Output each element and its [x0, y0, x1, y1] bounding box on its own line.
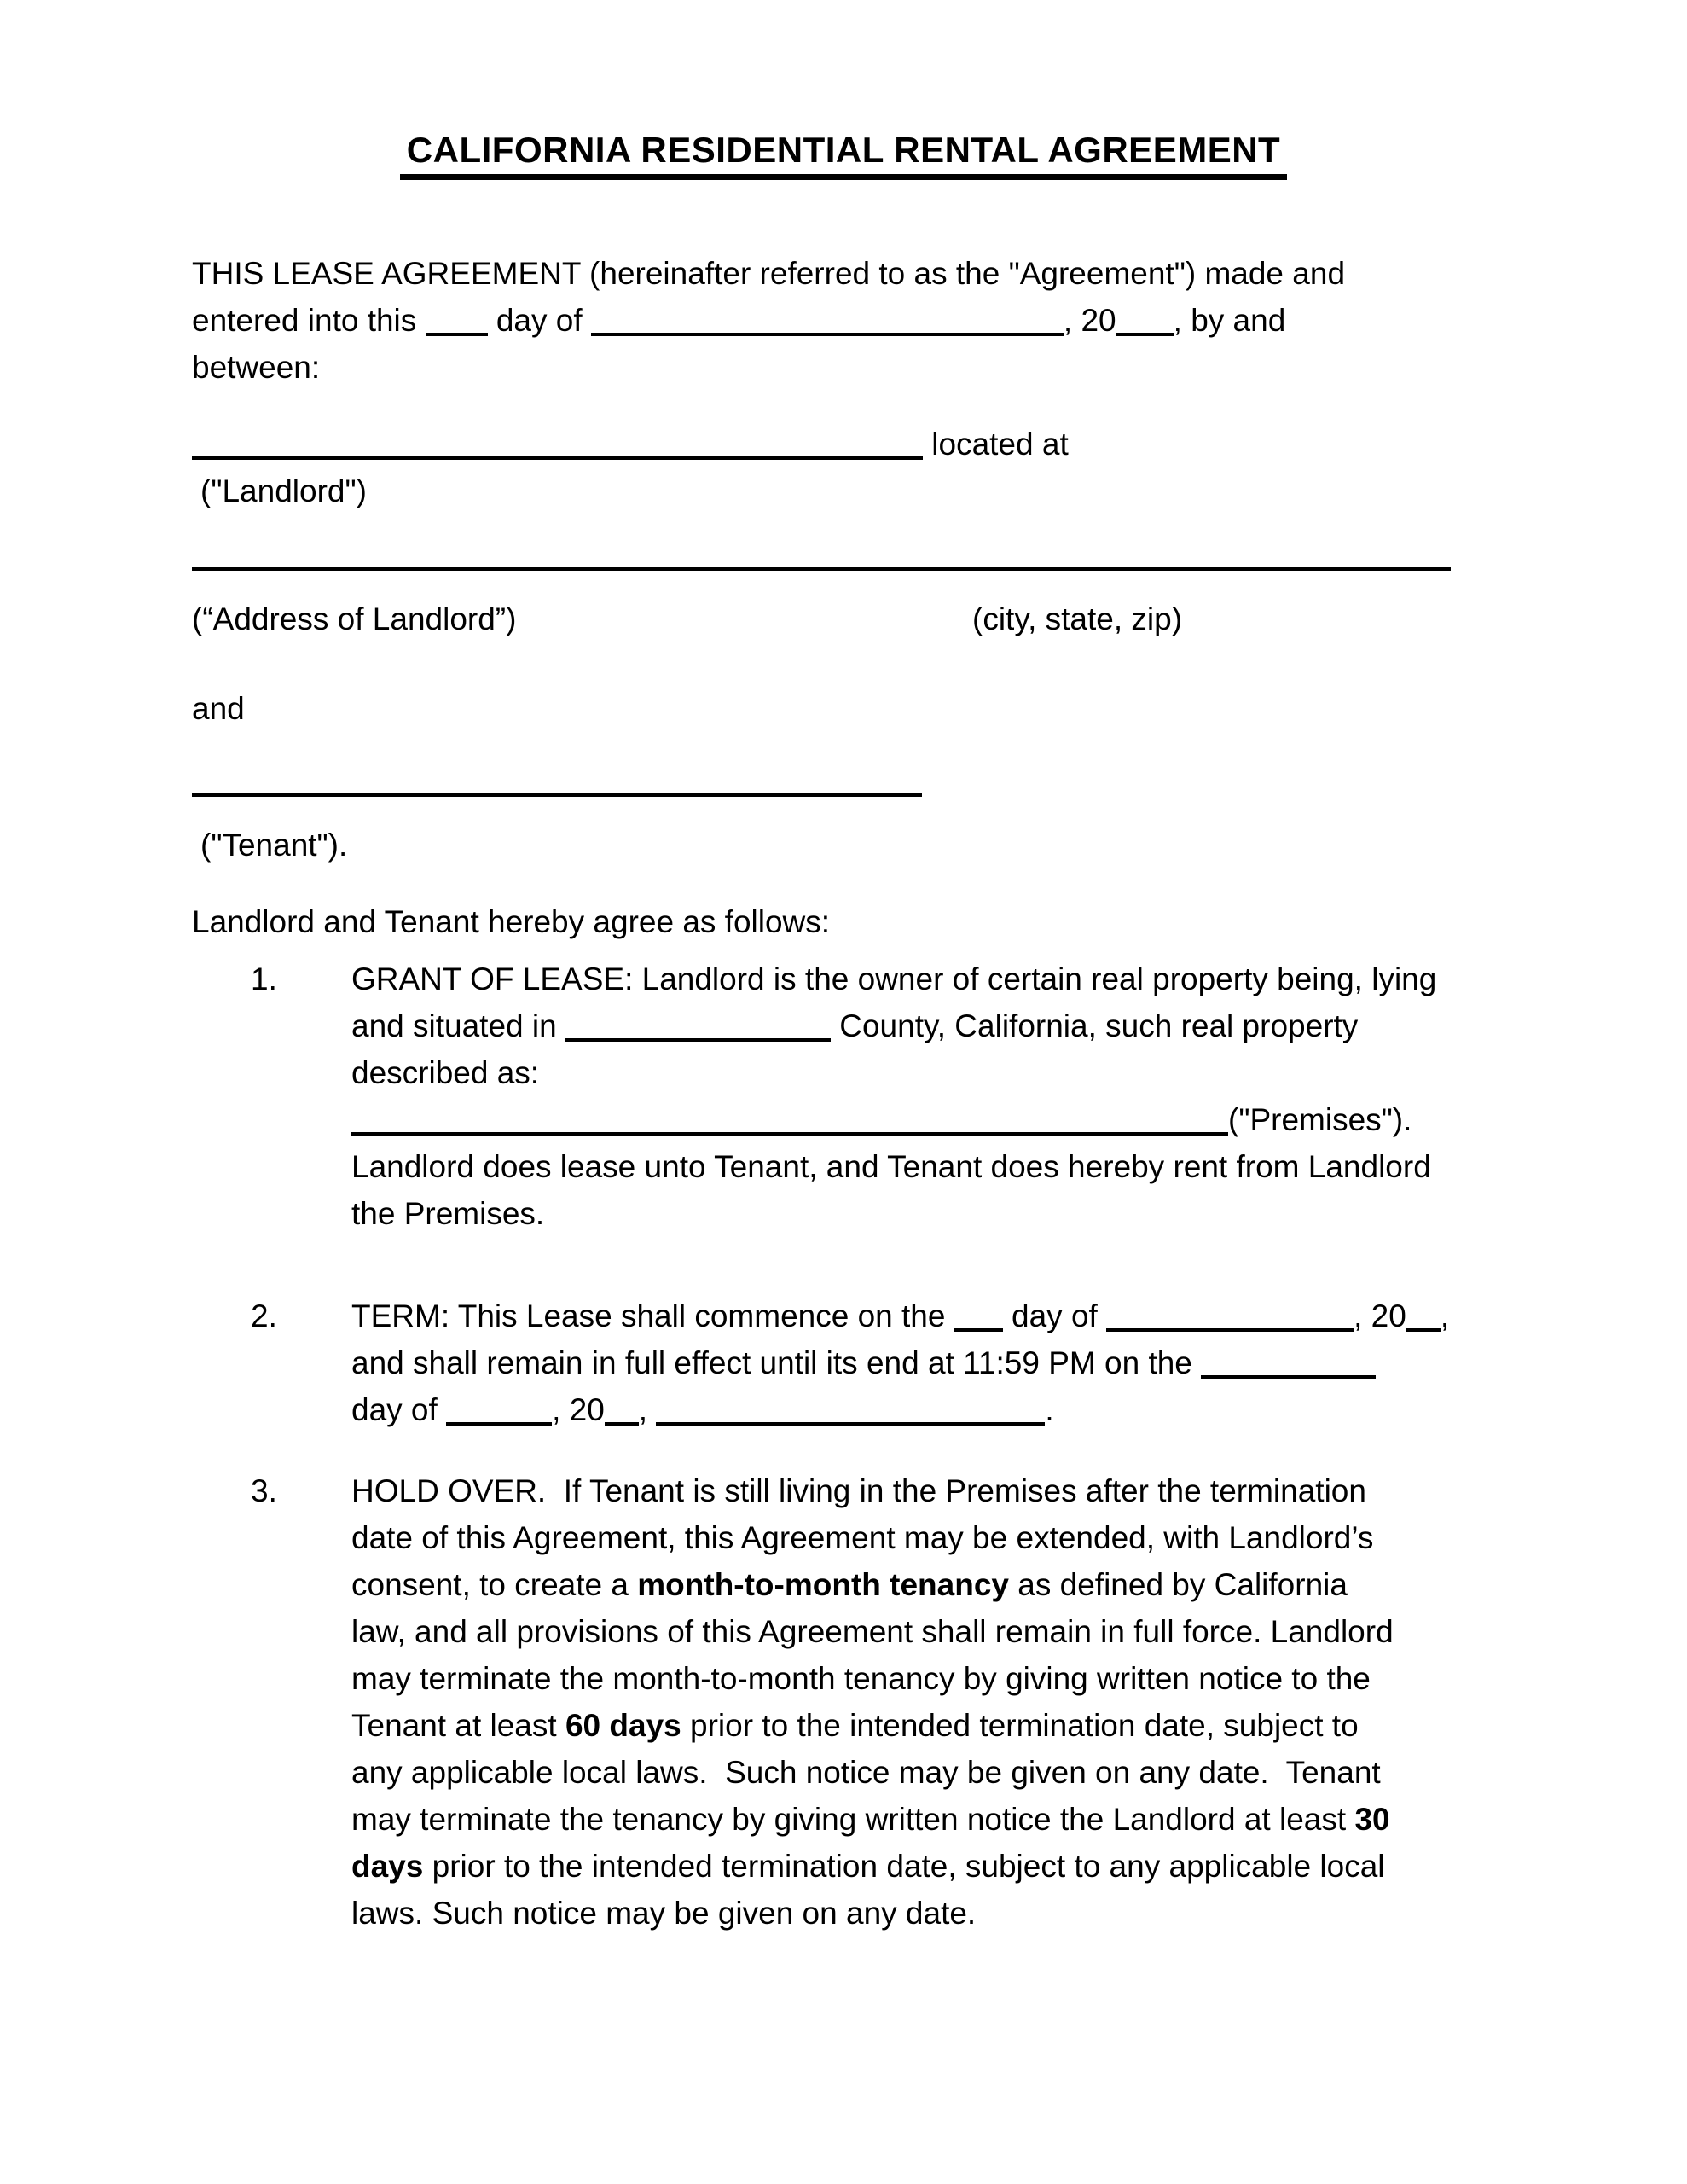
- fill-in-blank: [192, 790, 922, 797]
- fill-in-blank: [605, 1419, 639, 1426]
- landlord-name-line: [192, 421, 1495, 468]
- fill-in-blank: [192, 453, 923, 460]
- text-line: [351, 956, 1436, 1002]
- fill-in-blank: [351, 1129, 1228, 1136]
- text-run: .: [1045, 1392, 1054, 1427]
- text-line: [351, 1796, 1394, 1843]
- text-line: [351, 1002, 1436, 1049]
- text-line: [351, 1386, 1449, 1433]
- fill-in-blank: [1406, 1325, 1441, 1332]
- text-line: [351, 1339, 1449, 1386]
- landlord-label: ("Landlord"): [200, 473, 367, 508]
- text-run: , 20: [1354, 1298, 1406, 1333]
- text-line: [351, 1292, 1449, 1339]
- document-title: CALIFORNIA RESIDENTIAL RENTAL AGREEMENT: [400, 130, 1287, 180]
- clause-number: 3.: [251, 1473, 277, 1508]
- text-run: day of: [351, 1392, 447, 1427]
- tenant-name-rule: [192, 758, 1495, 804]
- text-run: as defined by California: [1009, 1567, 1348, 1602]
- fill-in-blank: [1116, 329, 1174, 336]
- connector-and: and: [192, 691, 245, 726]
- text-line: [351, 1143, 1436, 1190]
- text-run: , 20: [552, 1392, 605, 1427]
- text-run: may terminate the tenancy by giving written notice the Landlord at least: [351, 1802, 1355, 1837]
- bold-text-run: month-to-month tenancy: [637, 1567, 1009, 1602]
- text-run: any applicable local laws. Such notice may be given on any date. Tenant: [351, 1755, 1381, 1790]
- text-run: located at: [923, 427, 1069, 462]
- fill-in-blank: [565, 1035, 831, 1042]
- text-line: [351, 1190, 1436, 1237]
- text-line: [351, 1890, 1394, 1937]
- text-line: [192, 250, 1495, 297]
- text-run: and shall remain in full effect until its end at 11:59 PM on the: [351, 1345, 1202, 1380]
- clause-text: [351, 1467, 1394, 1937]
- fill-in-blank: [954, 1325, 1003, 1332]
- address-of-landlord-label: (“Address of Landlord”): [192, 601, 517, 636]
- text-run: day of: [487, 303, 591, 338]
- city-state-zip-label: (city, state, zip): [972, 601, 1183, 636]
- intro-paragraph: [192, 250, 1495, 391]
- text-run: TERM: This Lease shall commence on the: [351, 1298, 954, 1333]
- text-line: [351, 1514, 1394, 1561]
- text-run: prior to the intended termination date, subject to any applicable local: [423, 1849, 1385, 1884]
- text-run: and situated in: [351, 1008, 565, 1043]
- text-run: ,: [1440, 1298, 1450, 1333]
- text-line: [192, 531, 1495, 578]
- fill-in-blank: [446, 1419, 552, 1426]
- text-run: prior to the intended termination date, subject to: [681, 1708, 1359, 1743]
- text-line: [351, 1049, 1436, 1096]
- text-run: may terminate the month-to-month tenancy by giving written notice to the: [351, 1661, 1371, 1696]
- fill-in-blank: [656, 1419, 1045, 1426]
- text-line: [351, 1655, 1394, 1702]
- bold-text-run: days: [351, 1849, 424, 1884]
- landlord-address-rule: [192, 531, 1495, 578]
- text-run: Tenant at least: [351, 1708, 565, 1743]
- text-run: ("Premises").: [1228, 1102, 1412, 1137]
- text-run: THIS LEASE AGREEMENT (hereinafter referred to as the "Agreement") made and: [192, 256, 1346, 291]
- text-line: [192, 758, 1495, 804]
- text-run: entered into this: [192, 303, 426, 338]
- address-labels-row: [192, 595, 1495, 642]
- text-line: [351, 1702, 1394, 1749]
- text-run: law, and all provisions of this Agreement shall remain in full force. Landlord: [351, 1614, 1394, 1649]
- clause-number: 2.: [251, 1298, 277, 1333]
- text-line: [351, 1467, 1394, 1514]
- text-run: described as:: [351, 1055, 540, 1090]
- text-run: , by and: [1173, 303, 1286, 338]
- fill-in-blank: [1201, 1372, 1376, 1379]
- text-run: Landlord does lease unto Tenant, and Tenant does hereby rent from Landlord: [351, 1149, 1431, 1184]
- fill-in-blank: [192, 564, 1451, 571]
- fill-in-blank: [591, 329, 1064, 336]
- clause-text: [351, 956, 1436, 1237]
- text-line: [192, 344, 1495, 391]
- clause-grant-of-lease: [192, 956, 1495, 1237]
- bold-text-run: 30: [1354, 1802, 1390, 1837]
- text-line: [351, 1749, 1394, 1796]
- text-run: HOLD OVER. If Tenant is still living in the Premises after the termination: [351, 1473, 1366, 1508]
- fill-in-blank: [1106, 1325, 1354, 1332]
- text-run: County, California, such real property: [830, 1008, 1359, 1043]
- text-run: laws. Such notice may be given on any date.: [351, 1896, 977, 1931]
- clause-number: 1.: [251, 961, 277, 996]
- text-run: day of: [1002, 1298, 1107, 1333]
- text-run: consent, to create a: [351, 1567, 638, 1602]
- text-line: [351, 1608, 1394, 1655]
- text-run: the Premises.: [351, 1196, 545, 1231]
- text-run: GRANT OF LEASE: Landlord is the owner of certain real property being, lying: [351, 961, 1437, 996]
- bold-text-run: 60 days: [565, 1708, 681, 1743]
- text-line: [192, 421, 1495, 468]
- title-row: [192, 128, 1495, 180]
- fill-in-blank: [426, 329, 488, 336]
- tenant-label: ("Tenant").: [200, 828, 348, 863]
- agreement-lead-in: Landlord and Tenant hereby agree as follows:: [192, 904, 831, 939]
- clause-text: [351, 1292, 1449, 1433]
- text-line: [351, 1096, 1436, 1143]
- clause-hold-over: [192, 1467, 1495, 1937]
- text-line: [351, 1843, 1394, 1890]
- text-line: [351, 1561, 1394, 1608]
- text-run: , 20: [1063, 303, 1116, 338]
- clause-term: [192, 1292, 1495, 1433]
- text-run: ,: [638, 1392, 657, 1427]
- text-line: [192, 297, 1495, 344]
- text-run: between:: [192, 350, 321, 385]
- text-run: date of this Agreement, this Agreement may be extended, with Landlord’s: [351, 1520, 1374, 1555]
